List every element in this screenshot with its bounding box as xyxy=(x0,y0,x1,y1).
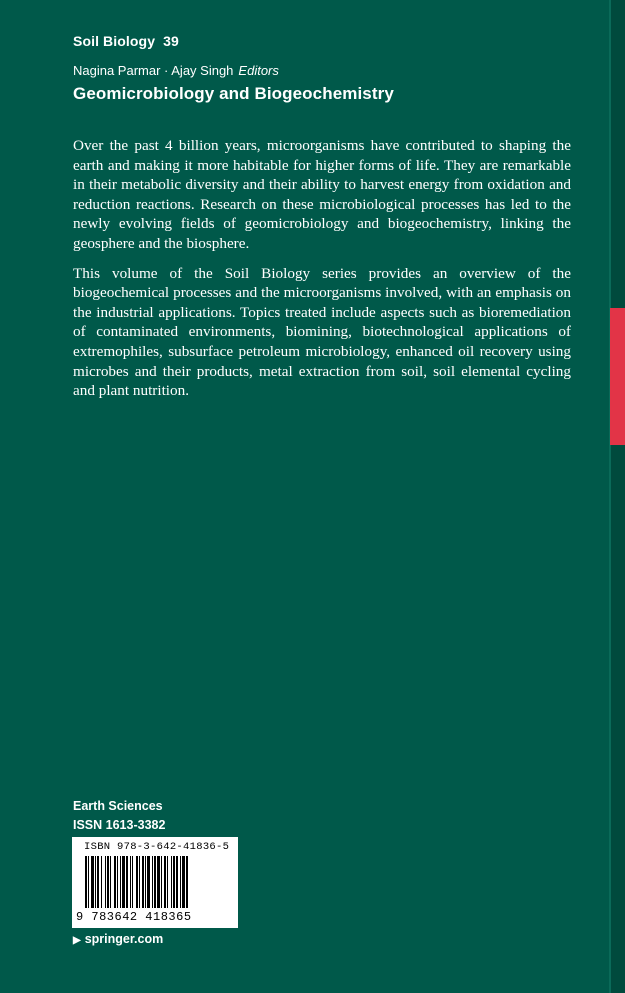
editors-role: Editors xyxy=(238,63,279,78)
springer-link[interactable] xyxy=(73,932,163,946)
springer-link-text: springer.com xyxy=(84,932,164,946)
isbn-barcode xyxy=(72,837,238,928)
book-title: Geomicrobiology and Biogeochemistry xyxy=(73,84,394,103)
series-number: 39 xyxy=(163,33,179,49)
issn-number: ISSN 1613-3382 xyxy=(73,818,166,832)
editor-names: Nagina Parmar · Ajay Singh xyxy=(73,63,234,78)
barcode-digits: 9 783642 418365 xyxy=(76,910,192,924)
series-name: Soil Biology xyxy=(73,33,156,49)
editors-line xyxy=(73,63,279,78)
series-heading xyxy=(73,33,179,49)
description-paragraph-1: Over the past 4 billion years, microorganisms have contributed to shaping the earth and making it more habitable for higher forms of life. They are remarkable in their metabolic diversity and their ability to harvest energy from oxidation and reduction reactions. Research on these microbiological processes has led to the newly evolving fields of geomicrobiology and biogeochemistry, linking the geosphere and the biosphere. xyxy=(73,137,571,252)
description-paragraph-2: This volume of the Soil Biology series provides an overview of the biogeochemical processes and the microorganisms involved, with an emphasis on the industrial applications. Topics treated include aspects such as bioremediation of contaminated environments, biomining, biotechnological applications of extremophiles, subsurface petroleum microbiology, enhanced oil recovery using microbes and their products, metal extraction from soil, soil elemental cycling and plant nutrition. xyxy=(73,264,571,400)
description xyxy=(73,136,571,411)
red-color-tab xyxy=(610,308,625,445)
spine-edge xyxy=(609,0,625,993)
isbn-label: ISBN 978-3-642-41836-5 xyxy=(84,841,230,853)
subject-category: Earth Sciences xyxy=(73,799,163,813)
spine-highlight xyxy=(609,0,611,993)
triangle-right-icon: ▶ xyxy=(73,935,81,946)
